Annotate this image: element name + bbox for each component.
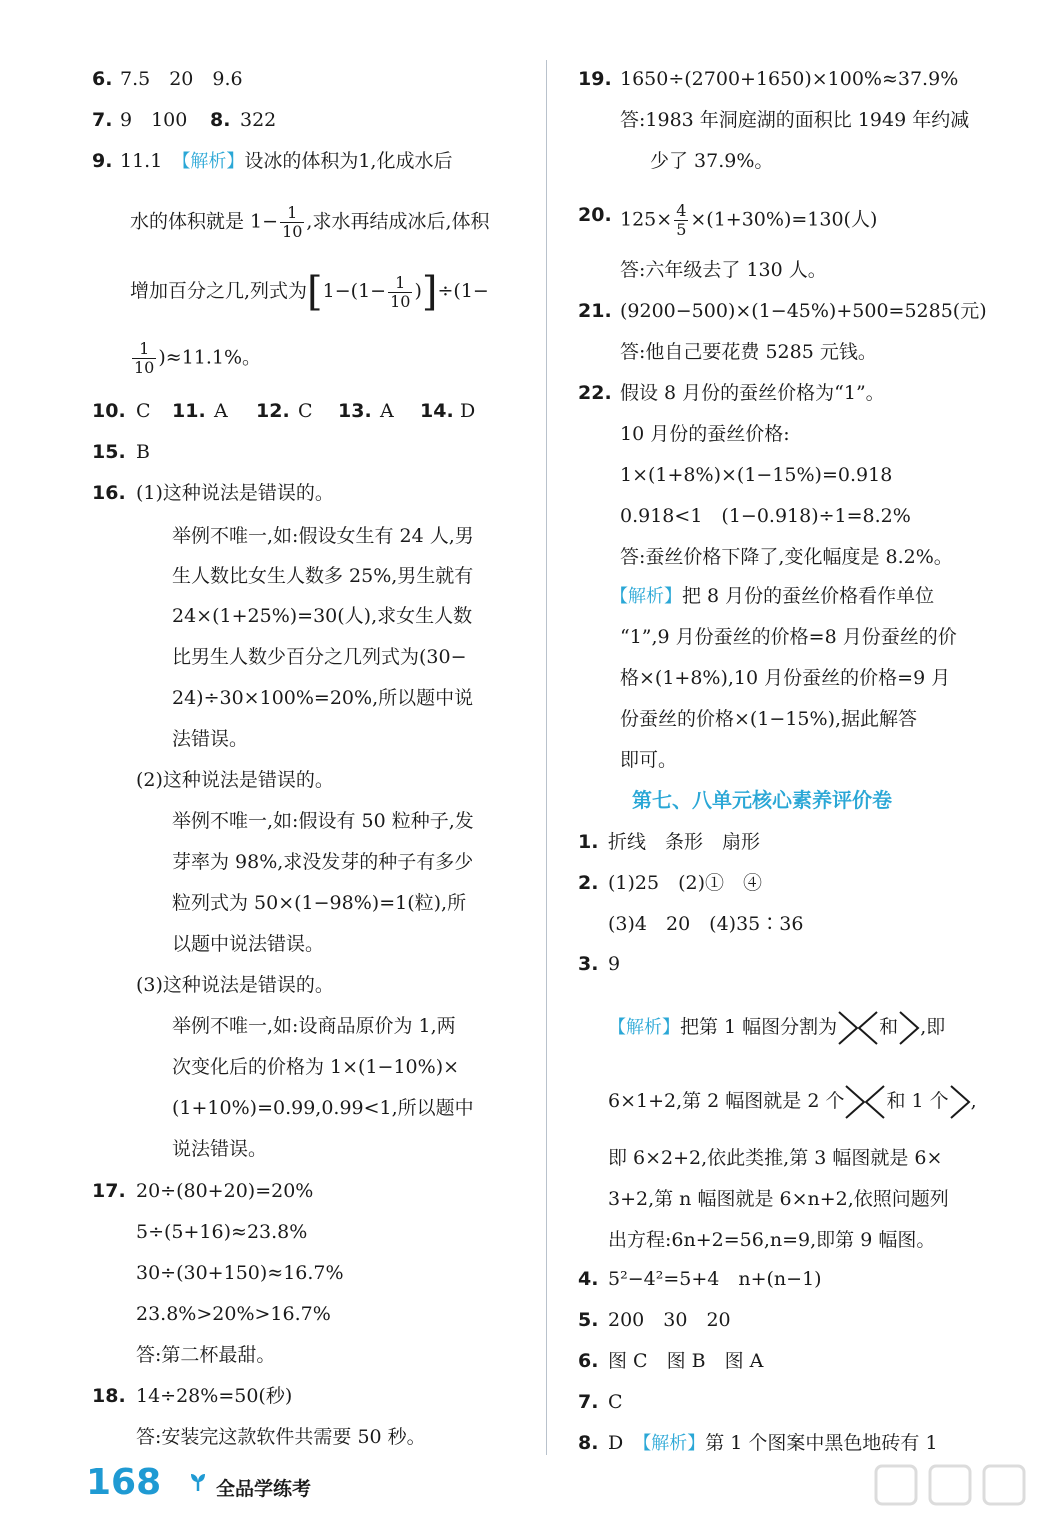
q16-line: 法错误。: [172, 728, 249, 750]
section-title: 第七、八单元核心素养评价卷: [632, 788, 892, 812]
q22-analysis: 【解析】把 8 月份的蚕丝价格看作单位: [610, 585, 935, 607]
q16-line: (3)这种说法是错误的。: [136, 974, 334, 996]
q16-line: 次变化后的价格为 1×(1−10%)×: [172, 1056, 460, 1078]
q15-answer: B: [136, 441, 150, 463]
q22-line: 0.918<1 (1−0.918)÷1=8.2%: [620, 505, 911, 527]
q6-answer: 7.5 20 9.6: [120, 68, 243, 90]
q16-number: 16.: [92, 482, 126, 504]
s4-number: 4.: [578, 1268, 599, 1290]
sprout-icon: [190, 1472, 206, 1492]
q16-line: 举例不唯一,如:设商品原价为 1,两: [172, 1015, 456, 1037]
q18-number: 18.: [92, 1385, 126, 1407]
q17-line: 答:第二杯最甜。: [136, 1344, 276, 1366]
q15-number: 15.: [92, 441, 126, 463]
q20-answer: 答:六年级去了 130 人。: [620, 259, 827, 281]
column-divider: [546, 60, 547, 1455]
s3-answer: 9: [608, 953, 621, 975]
s5-answer: 200 30 20: [608, 1309, 731, 1331]
q16-line: 24)÷30×100%=20%,所以题中说: [172, 687, 474, 709]
q6-number: 6.: [92, 68, 113, 90]
s3-analysis-line3: 即 6×2+2,依此类推,第 3 幅图就是 6×: [608, 1147, 943, 1169]
q21-line: (9200−500)×(1−45%)+500=5285(元): [620, 300, 987, 322]
s7-answer: C: [608, 1391, 623, 1413]
analysis-tag: 【解析】: [181, 151, 245, 172]
double-chevron-figure: [844, 1084, 886, 1120]
q11-answer: A: [214, 400, 228, 422]
s3-analysis-line1: 【解析】把第 1 幅图分割为 和 ,即: [608, 1010, 945, 1046]
q12-answer: C: [298, 400, 313, 422]
q7-answer: 9 100: [120, 109, 188, 131]
q9-number: 9.: [92, 150, 113, 172]
q16-line: (1)这种说法是错误的。: [136, 482, 334, 504]
q20-line: 125× $\frac{4}{5}$ ×(1+30%)=130(人): [620, 201, 878, 239]
watermark-logo: [870, 1462, 1040, 1532]
q16-line: (2)这种说法是错误的。: [136, 769, 334, 791]
q22-line: 假设 8 月份的蚕丝价格为“1”。: [620, 382, 885, 404]
q18-line: 答:安装完这款软件共需要 50 秒。: [136, 1426, 426, 1448]
q7-number: 7.: [92, 109, 113, 131]
q20-number: 20.: [578, 204, 612, 226]
q16-line: 说法错误。: [172, 1138, 268, 1160]
q22-analysis-line: 份蚕丝的价格×(1−15%),据此解答: [620, 708, 918, 730]
s8-number: 8.: [578, 1432, 599, 1454]
q19-line: 1650÷(2700+1650)×100%≈37.9%: [620, 68, 959, 90]
q19-number: 19.: [578, 68, 612, 90]
q21-line: 答:他自己要花费 5285 元钱。: [620, 341, 877, 363]
q14-number: 14.: [420, 400, 454, 422]
q10-answer: C: [136, 400, 151, 422]
q17-line: 23.8%>20%>16.7%: [136, 1303, 331, 1325]
s8-answer: D 【解析】第 1 个图案中黑色地砖有 1: [608, 1432, 938, 1454]
q19-line: 少了 37.9%。: [650, 150, 774, 172]
s4-answer: 5²−4²=5+4 n+(n−1): [608, 1268, 822, 1290]
q14-answer: D: [460, 400, 476, 422]
brand-name: 全品学练考: [216, 1478, 312, 1500]
q22-analysis-line: 格×(1+8%),10 月份蚕丝的价格=9 月: [620, 667, 951, 689]
q21-number: 21.: [578, 300, 612, 322]
s7-number: 7.: [578, 1391, 599, 1413]
q19-line: 答:1983 年洞庭湖的面积比 1949 年约减: [620, 109, 970, 131]
analysis-tag: 【解析】: [642, 1433, 706, 1454]
q16-line: 以题中说法错误。: [172, 933, 325, 955]
q11-number: 11.: [172, 400, 206, 422]
q16-line: 举例不唯一,如:假设有 50 粒种子,发: [172, 810, 474, 832]
q22-analysis-line: 即可。: [620, 749, 678, 771]
s2-number: 2.: [578, 872, 599, 894]
s3-analysis-line2: 6×1+2,第 2 幅图就是 2 个 和 1 个 ,: [608, 1084, 977, 1120]
q13-number: 13.: [338, 400, 372, 422]
q8-answer: 322: [240, 109, 277, 131]
q17-number: 17.: [92, 1180, 126, 1202]
s1-answer: 折线 条形 扇形: [608, 831, 761, 853]
q17-line: 20÷(80+20)=20%: [136, 1180, 314, 1202]
s1-number: 1.: [578, 831, 599, 853]
q22-line: 1×(1+8%)×(1−15%)=0.918: [620, 464, 893, 486]
q9-line4: $\frac{1}{10}$ )≈11.1%。: [134, 339, 262, 377]
q16-line: 24×(1+25%)=30(人),求女生人数: [172, 605, 473, 627]
q10-number: 10.: [92, 400, 126, 422]
q22-line: 10 月份的蚕丝价格:: [620, 423, 790, 445]
s3-number: 3.: [578, 953, 599, 975]
q12-number: 12.: [256, 400, 290, 422]
q9-line2: 水的体积就是 1− $\frac{1}{10}$ ,求水再结成冰后,体积: [130, 203, 490, 241]
q8-number: 8.: [210, 109, 231, 131]
q18-line: 14÷28%=50(秒): [136, 1385, 293, 1407]
s3-analysis-line4: 3+2,第 n 幅图就是 6×n+2,依照问题列: [608, 1188, 949, 1210]
q16-line: 比男生人数少百分之几列式为(30−: [172, 646, 467, 668]
q22-analysis-line: “1”,9 月份蚕丝的价格=8 月份蚕丝的价: [620, 626, 957, 648]
chevron-figure: [949, 1084, 971, 1120]
q17-line: 30÷(30+150)≈16.7%: [136, 1262, 344, 1284]
s6-number: 6.: [578, 1350, 599, 1372]
q16-line: (1+10%)=0.99,0.99<1,所以题中: [172, 1097, 474, 1119]
q17-line: 5÷(5+16)≈23.8%: [136, 1221, 308, 1243]
analysis-tag: 【解析】: [610, 586, 682, 607]
double-chevron-figure: [837, 1010, 879, 1046]
q16-line: 生人数比女生人数多 25%,男生就有: [172, 565, 474, 587]
s5-number: 5.: [578, 1309, 599, 1331]
s6-answer: 图 C 图 B 图 A: [608, 1350, 764, 1372]
q16-line: 举例不唯一,如:假设女生有 24 人,男: [172, 525, 474, 547]
q16-line: 芽率为 98%,求没发芽的种子有多少: [172, 851, 474, 873]
q16-line: 粒列式为 50×(1−98%)=1(粒),所: [172, 892, 467, 914]
page-number: 168: [86, 1462, 162, 1503]
q9-line3: 增加百分之几,列式为[1−(1− $\frac{1}{10}$ )]÷(1−: [130, 269, 489, 315]
s2-line: (1)25 (2)① ④: [608, 872, 763, 894]
q22-line: 答:蚕丝价格下降了,变化幅度是 8.2%。: [620, 546, 953, 568]
q13-answer: A: [380, 400, 394, 422]
q22-number: 22.: [578, 382, 612, 404]
s2-line: (3)4 20 (4)35∶36: [608, 913, 804, 935]
analysis-tag: 【解析】: [608, 1017, 680, 1038]
chevron-figure: [898, 1010, 920, 1046]
q9-answer: 11.1 【解析】设冰的体积为1,化成水后: [120, 150, 453, 172]
s3-analysis-line5: 出方程:6n+2=56,n=9,即第 9 幅图。: [608, 1229, 936, 1251]
